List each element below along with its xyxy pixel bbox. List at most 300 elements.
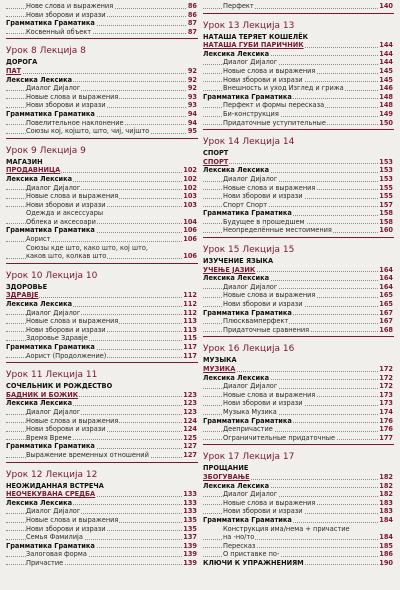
lesson-heading: Урок 10 Лекција 10 [6, 270, 98, 281]
toc-entry-label: Лексика Лексика [203, 49, 270, 58]
toc-page-number: 94 [187, 118, 197, 127]
toc-entry-label: Семья Фамилија [26, 533, 83, 542]
section-divider [203, 129, 394, 130]
toc-entry [6, 110, 198, 119]
section-divider [6, 138, 198, 139]
toc-entry-label: Грамматика Граматика [203, 209, 292, 218]
toc-entry [203, 291, 394, 300]
toc-entry-label: НЕОЖИДАННАЯ ВСТРЕЧА [6, 481, 104, 490]
toc-page-number: 102 [183, 183, 197, 192]
toc-entry [6, 209, 198, 218]
toc-page-number: 104 [183, 217, 197, 226]
section-divider [6, 462, 198, 463]
toc-page-number: 139 [183, 558, 197, 567]
toc-entry-label: Новые слова и выражения [26, 416, 119, 425]
lesson-title-macedonian [6, 166, 198, 175]
lesson-title-russian [6, 58, 198, 67]
toc-entry-label: Новые слова и выражения [223, 291, 316, 300]
toc-entry-label: Новые слова и выражения [26, 192, 119, 201]
toc-entry [6, 542, 198, 551]
toc-entry [203, 226, 394, 235]
toc-entry-label: Новые слова и выражения [223, 66, 316, 75]
lesson-heading: Урок 14 Лекција 14 [203, 137, 295, 148]
toc-entry-label: СПОРТ [203, 149, 229, 158]
toc-entry-label: Новые слова и выражения [223, 183, 316, 192]
toc-page-number: 86 [187, 10, 197, 19]
toc-entry [203, 559, 394, 568]
toc-page-number: 123 [183, 399, 197, 408]
toc-entry [203, 417, 394, 426]
toc-page-number: 148 [379, 101, 393, 110]
toc-entry-label: Внешность и уход Изглед и грижа [223, 84, 344, 93]
toc-entry-label: Перфект [223, 2, 254, 10]
toc-page-number: 112 [183, 308, 197, 317]
toc-entry [203, 550, 394, 559]
toc-entry-label: Диалог Дијалог [26, 407, 81, 416]
toc-page-number: 182 [379, 481, 393, 490]
toc-entry-label: каков што, колкав што [26, 252, 107, 261]
toc-entry [6, 19, 198, 28]
toc-page-number: 94 [187, 109, 197, 118]
toc-entry-label: Повелительное наклонение [26, 118, 124, 127]
lesson-title-russian [6, 482, 198, 491]
toc-entry [6, 127, 198, 136]
toc-page-number: 103 [183, 200, 197, 209]
toc-entry [6, 317, 198, 326]
toc-entry [6, 11, 198, 20]
toc-entry [203, 101, 394, 110]
toc-entry-label: Лексика Лексика [203, 274, 270, 283]
toc-entry [203, 2, 394, 11]
toc-entry-label: Новые слова и выражения [223, 390, 316, 399]
toc-entry-label: Плюсквамперфект [223, 317, 289, 326]
lesson-title-russian [203, 149, 394, 158]
toc-entry-label: Залоговая форма [26, 550, 87, 559]
toc-page-number: 172 [379, 373, 393, 382]
toc-page-number: 106 [183, 252, 197, 261]
toc-entry [203, 192, 394, 201]
lesson-heading: Урок 11 Лекција 11 [6, 370, 98, 381]
toc-entry-label: Диалог Дијалог [26, 308, 81, 317]
toc-page-number: 102 [183, 166, 197, 175]
toc-page-number: 92 [187, 75, 197, 84]
toc-page-number: 157 [379, 200, 393, 209]
toc-page-number: 148 [379, 92, 393, 101]
toc-entry [6, 101, 198, 110]
toc-page-number: 160 [379, 226, 393, 235]
toc-page-number: 185 [379, 541, 393, 550]
toc-entry-label: Лексика Лексика [6, 300, 73, 309]
toc-page-number: 182 [379, 472, 393, 481]
toc-page-number: 174 [379, 407, 393, 416]
toc-entry-label: КЛЮЧИ К УПРАЖНЕНИЯМ [203, 558, 304, 567]
toc-entry-label: Диалог Дијалог [223, 282, 278, 291]
toc-entry [203, 425, 394, 434]
toc-page-number: 124 [183, 416, 197, 425]
toc-entry-label: Грамматика Граматика [203, 308, 292, 317]
toc-page-number: 172 [379, 365, 393, 373]
toc-page-number: 150 [379, 118, 393, 127]
toc-entry-label: Союзы кој, којшто, што, чиј, чијшто [26, 127, 150, 136]
toc-page-number: 155 [379, 192, 393, 201]
toc-page-number: 127 [183, 442, 197, 451]
toc-entry-label: Время Време [26, 433, 72, 442]
toc-entry [6, 507, 198, 516]
toc-entry-label: Неопределённые местоимения [223, 226, 332, 235]
lesson-heading: Урок 15 Лекција 15 [203, 245, 295, 256]
toc-entry-label: Косвенный объект [26, 27, 92, 36]
toc-page-number: 113 [183, 325, 197, 334]
toc-page-number: 139 [183, 550, 197, 559]
toc-page-number: 113 [183, 317, 197, 326]
toc-entry [203, 317, 394, 326]
toc-column-right [203, 2, 394, 567]
toc-entry [6, 352, 198, 361]
toc-page-number: 176 [379, 416, 393, 425]
toc-page-number: 168 [379, 325, 393, 334]
toc-entry-label: Музыка Музика [223, 407, 277, 416]
toc-page-number: 127 [183, 450, 197, 459]
toc-entry [203, 374, 394, 383]
lesson-title-macedonian [6, 67, 198, 76]
toc-entry-label: Грамматика Граматика [203, 515, 292, 524]
toc-page-number: 92 [187, 66, 197, 75]
toc-entry-label: Диалог Дијалог [26, 183, 81, 192]
toc-entry [203, 507, 394, 516]
toc-page-number: 112 [183, 300, 197, 309]
toc-page-number: 184 [379, 533, 393, 542]
section-divider [6, 263, 198, 264]
toc-entry [6, 252, 198, 261]
toc-entry [203, 542, 394, 551]
toc-entry-label: Новые слова и выражения [223, 498, 316, 507]
toc-page-number: 153 [379, 166, 393, 175]
toc-entry-label: Новые слова и выражения [26, 515, 119, 524]
toc-page-number: 95 [187, 127, 197, 136]
toc-entry-label: Диалог Дијалог [26, 84, 81, 93]
toc-page-number: 183 [379, 498, 393, 507]
lesson-heading: Урок 8 Лекција 8 [6, 46, 86, 57]
toc-page-number: 135 [183, 515, 197, 524]
toc-page-number: 184 [379, 515, 393, 524]
toc-entry [203, 67, 394, 76]
toc-entry-label: Нови зборови и изрази [223, 192, 303, 201]
toc-entry [203, 326, 394, 335]
toc-entry-label: Ограничительные придаточные [223, 433, 336, 442]
lesson-heading: Урок 16 Лекција 16 [203, 344, 295, 355]
toc-entry-label: Лексика Лексика [6, 399, 73, 408]
toc-entry [6, 201, 198, 210]
toc-page-number: 145 [379, 66, 393, 75]
toc-entry-label: Грамматика Граматика [203, 92, 292, 101]
toc-entry-label: ЗДРАВЈЕ [6, 291, 39, 300]
toc-entry-label: Спорт Спорт [223, 200, 268, 209]
lesson-title-russian [203, 464, 394, 473]
toc-entry [203, 119, 394, 128]
toc-entry-label: Придаточные уступительные [223, 118, 326, 127]
toc-entry [203, 300, 394, 309]
toc-entry [6, 425, 198, 434]
toc-entry-label: Пересказ [223, 541, 256, 550]
toc-entry-label: Лексика Лексика [6, 498, 73, 507]
toc-page-number: 135 [183, 524, 197, 533]
toc-entry-label: Диалог Дијалог [223, 174, 278, 183]
toc-page-number: 87 [187, 19, 197, 28]
toc-entry-label: Союзы кде што, како што, кој што, [26, 243, 148, 252]
toc-entry-label: Грамматика Граматика [6, 442, 95, 451]
toc-entry [6, 28, 198, 37]
toc-entry [6, 2, 198, 11]
toc-entry [203, 209, 394, 218]
toc-entry-label: Нови зборови и изрази [26, 10, 106, 19]
lesson-heading: Урок 13 Лекција 13 [203, 20, 295, 31]
toc-entry-label: МУЗЫКА [203, 356, 237, 365]
section-divider [203, 237, 394, 238]
toc-entry-label: НАТАША ГУБИ ПАРИЧНИК [203, 41, 304, 50]
toc-entry-label: Здоровье Здравје [26, 334, 88, 343]
toc-entry [203, 482, 394, 491]
toc-entry [203, 533, 394, 542]
toc-entry-label: ЗБОГУВАЊЕ [203, 472, 250, 481]
lesson-heading: Урок 17 Лекција 17 [203, 452, 295, 463]
toc-entry-label: Нови зборови и изрази [26, 524, 106, 533]
section-divider [203, 13, 394, 14]
toc-page-number: 186 [379, 550, 393, 559]
toc-entry-label: ЗДОРОВЬЕ [6, 282, 48, 291]
toc-entry-label: МАГАЗИН [6, 157, 43, 166]
toc-page-number: 149 [379, 109, 393, 118]
toc-entry-label: МУЗИКА [203, 365, 236, 373]
toc-page-number: 144 [379, 58, 393, 67]
toc-page-number: 172 [379, 382, 393, 391]
toc-page-number: 146 [379, 84, 393, 93]
toc-entry-label: Перфект и формы пересказа [223, 101, 325, 110]
toc-entry-label: Нови зборови и изрази [26, 101, 106, 110]
toc-page-number: 177 [379, 433, 393, 442]
lesson-title-macedonian [6, 490, 198, 499]
toc-entry [203, 76, 394, 85]
toc-page-number: 164 [379, 265, 393, 274]
toc-entry-label: Облека и аксесоари [26, 217, 96, 226]
lesson-title-macedonian [6, 291, 198, 300]
lesson-title-macedonian [203, 266, 394, 275]
toc-entry-label: Грамматика Граматика [203, 416, 292, 425]
toc-entry [203, 490, 394, 499]
lesson-title-russian [6, 382, 198, 391]
toc-entry [203, 309, 394, 318]
toc-page-number: 173 [379, 390, 393, 399]
toc-entry [203, 274, 394, 283]
toc-entry-label: Нови зборови и изрази [223, 300, 303, 309]
toc-entry [6, 533, 198, 542]
toc-entry-label: Диалог Дијалог [223, 58, 278, 67]
toc-entry-label: СПОРТ [203, 157, 229, 166]
toc-page-number: 86 [187, 2, 197, 10]
lesson-title-russian [203, 356, 394, 365]
toc-page-number: 117 [183, 343, 197, 351]
toc-entry-label: Лексика Лексика [203, 373, 270, 382]
toc-page-number: 155 [379, 183, 393, 192]
toc-entry [203, 434, 394, 443]
toc-page-number: 164 [379, 274, 393, 283]
toc-entry [6, 550, 198, 559]
toc-entry [203, 166, 394, 175]
toc-entry-label: Диалог Дијалог [223, 490, 278, 499]
toc-entry [6, 399, 198, 408]
toc-page-number: 153 [379, 157, 393, 166]
toc-page-number: 183 [379, 507, 393, 516]
lesson-heading: Урок 12 Лекција 12 [6, 469, 98, 480]
toc-page-number: 117 [183, 351, 197, 360]
toc-entry [6, 226, 198, 235]
lesson-title-russian [203, 257, 394, 266]
toc-entry-label: Аорист [26, 235, 51, 244]
toc-page-number: 133 [183, 507, 197, 516]
toc-page-number: 123 [183, 390, 197, 399]
toc-entry [203, 84, 394, 93]
toc-page-number: 164 [379, 282, 393, 291]
toc-entry [6, 235, 198, 244]
toc-page-number: 144 [379, 49, 393, 58]
toc-entry [6, 417, 198, 426]
toc-entry-label: ИЗУЧЕНИЕ ЯЗЫКА [203, 257, 274, 266]
toc-entry [203, 525, 394, 534]
toc-entry-label: Нове слова и выражения [26, 2, 114, 10]
toc-entry [6, 76, 198, 85]
toc-entry-label: на -но/то [223, 533, 255, 542]
toc-entry [6, 442, 198, 451]
toc-entry-label: Одежда и аксессуары [26, 209, 104, 218]
toc-entry-label: Нови зборови и изрази [223, 75, 303, 84]
toc-entry-label: Нови зборови и изрази [26, 425, 106, 434]
toc-entry-label: Грамматика Граматика [6, 343, 95, 351]
toc-page-number: 123 [183, 407, 197, 416]
toc-entry [6, 516, 198, 525]
toc-entry-label: ПРОЩАНИЕ [203, 464, 249, 473]
toc-entry-label: Лексика Лексика [203, 166, 270, 175]
toc-entry [203, 110, 394, 119]
toc-entry-label: БАДНИК И БОЖИК [6, 390, 79, 399]
toc-entry [203, 382, 394, 391]
lesson-title-macedonian [203, 365, 394, 374]
toc-page-number: 93 [187, 92, 197, 101]
toc-entry [203, 58, 394, 67]
toc-page-number: 92 [187, 84, 197, 93]
toc-entry [6, 244, 198, 253]
toc-entry-label: Выражение временных отношений [26, 450, 149, 459]
section-divider [203, 444, 394, 445]
toc-page-number: 137 [183, 533, 197, 542]
toc-page-number: 112 [183, 291, 197, 300]
toc-entry [203, 184, 394, 193]
toc-page-number: 167 [379, 308, 393, 317]
section-divider [203, 336, 394, 337]
lesson-heading: Урок 9 Лекција 9 [6, 145, 86, 156]
toc-entry [6, 334, 198, 343]
toc-entry [203, 408, 394, 417]
toc-entry-label: Аорист (Продолжение) [26, 351, 107, 360]
lesson-title-macedonian [203, 41, 394, 50]
toc-entry [203, 516, 394, 525]
toc-entry-label: СОЧЕЛЬНИК И РОЖДЕСТВО [6, 382, 113, 391]
toc-page-number: 165 [379, 300, 393, 309]
toc-entry [6, 309, 198, 318]
toc-page-number: 102 [183, 174, 197, 183]
lesson-title-russian [203, 33, 394, 42]
toc-page-number: 140 [379, 2, 393, 10]
toc-entry-label: ПРОДАВНИЦА [6, 166, 61, 175]
toc-page-number: 133 [183, 490, 197, 499]
toc-entry-label: НЕОЧЕКУВАНА СРЕДБА [6, 490, 96, 499]
toc-entry [6, 343, 198, 352]
toc-page-number: 124 [183, 425, 197, 434]
toc-entry-label: Деепричастие [223, 425, 273, 434]
toc-entry-label: ДОРОГА [6, 58, 38, 67]
toc-page-number: 165 [379, 291, 393, 300]
toc-page-number: 133 [183, 498, 197, 507]
toc-entry-label: Будущее в прошедшем [223, 217, 305, 226]
toc-entry-label: Грамматика Граматика [6, 109, 95, 118]
toc-entry-label: Диалог Дијалог [223, 382, 278, 391]
toc-entry-label: О приставке по- [223, 550, 280, 559]
toc-entry-label: Нови зборови и изрази [26, 200, 106, 209]
toc-entry [203, 201, 394, 210]
toc-page-number: 87 [187, 27, 197, 36]
toc-page-number: 93 [187, 101, 197, 110]
toc-entry-label: Диалог Дијалог [26, 507, 81, 516]
toc-page-number: 144 [379, 41, 393, 50]
toc-page-number: 106 [183, 226, 197, 235]
toc-entry-label: Грамматика Граматика [6, 541, 95, 550]
toc-page-number: 182 [379, 490, 393, 499]
toc-page-number: 173 [379, 399, 393, 408]
toc-entry-label: Нови зборови и изрази [26, 325, 106, 334]
toc-page-number: 190 [379, 558, 393, 567]
toc-page-number: 167 [379, 317, 393, 326]
section-divider [6, 362, 198, 363]
toc-entry-label: Придаточные сравнения [223, 325, 310, 334]
toc-page-number: 145 [379, 75, 393, 84]
toc-entry [6, 184, 198, 193]
toc-page-number: 125 [183, 433, 197, 442]
toc-entry [203, 175, 394, 184]
toc-page-number: 153 [379, 174, 393, 183]
toc-entry-label: Новые слова и выражения [26, 92, 119, 101]
toc-entry-label: Конструкция има/нема + причастие [223, 524, 350, 533]
toc-entry-label: Нови зборови и изрази [223, 399, 303, 408]
section-divider [6, 38, 198, 39]
toc-page-number: 176 [379, 425, 393, 434]
toc-entry-label: Лексика Лексика [6, 174, 73, 183]
toc-page-number: 158 [379, 209, 393, 218]
toc-entry-label: УЧЕЊЕ ЈАЗИК [203, 265, 256, 274]
toc-entry [6, 525, 198, 534]
toc-page-number: 158 [379, 217, 393, 226]
toc-entry-label: Лексика Лексика [6, 75, 73, 84]
toc-entry-label: Нови зборови и изрази [223, 507, 303, 516]
toc-entry-label: Грамматика Граматика [6, 226, 95, 235]
toc-entry [6, 192, 198, 201]
toc-entry [6, 559, 198, 568]
toc-entry-label: Лексика Лексика [203, 481, 270, 490]
toc-page-number: 115 [183, 334, 197, 343]
toc-entry [6, 84, 198, 93]
toc-entry [6, 175, 198, 184]
toc-entry-label: Грамматика Граматика [6, 19, 95, 28]
toc-page-number: 103 [183, 192, 197, 201]
toc-entry [6, 451, 198, 460]
toc-entry-label: Би-конструкция [223, 109, 279, 118]
